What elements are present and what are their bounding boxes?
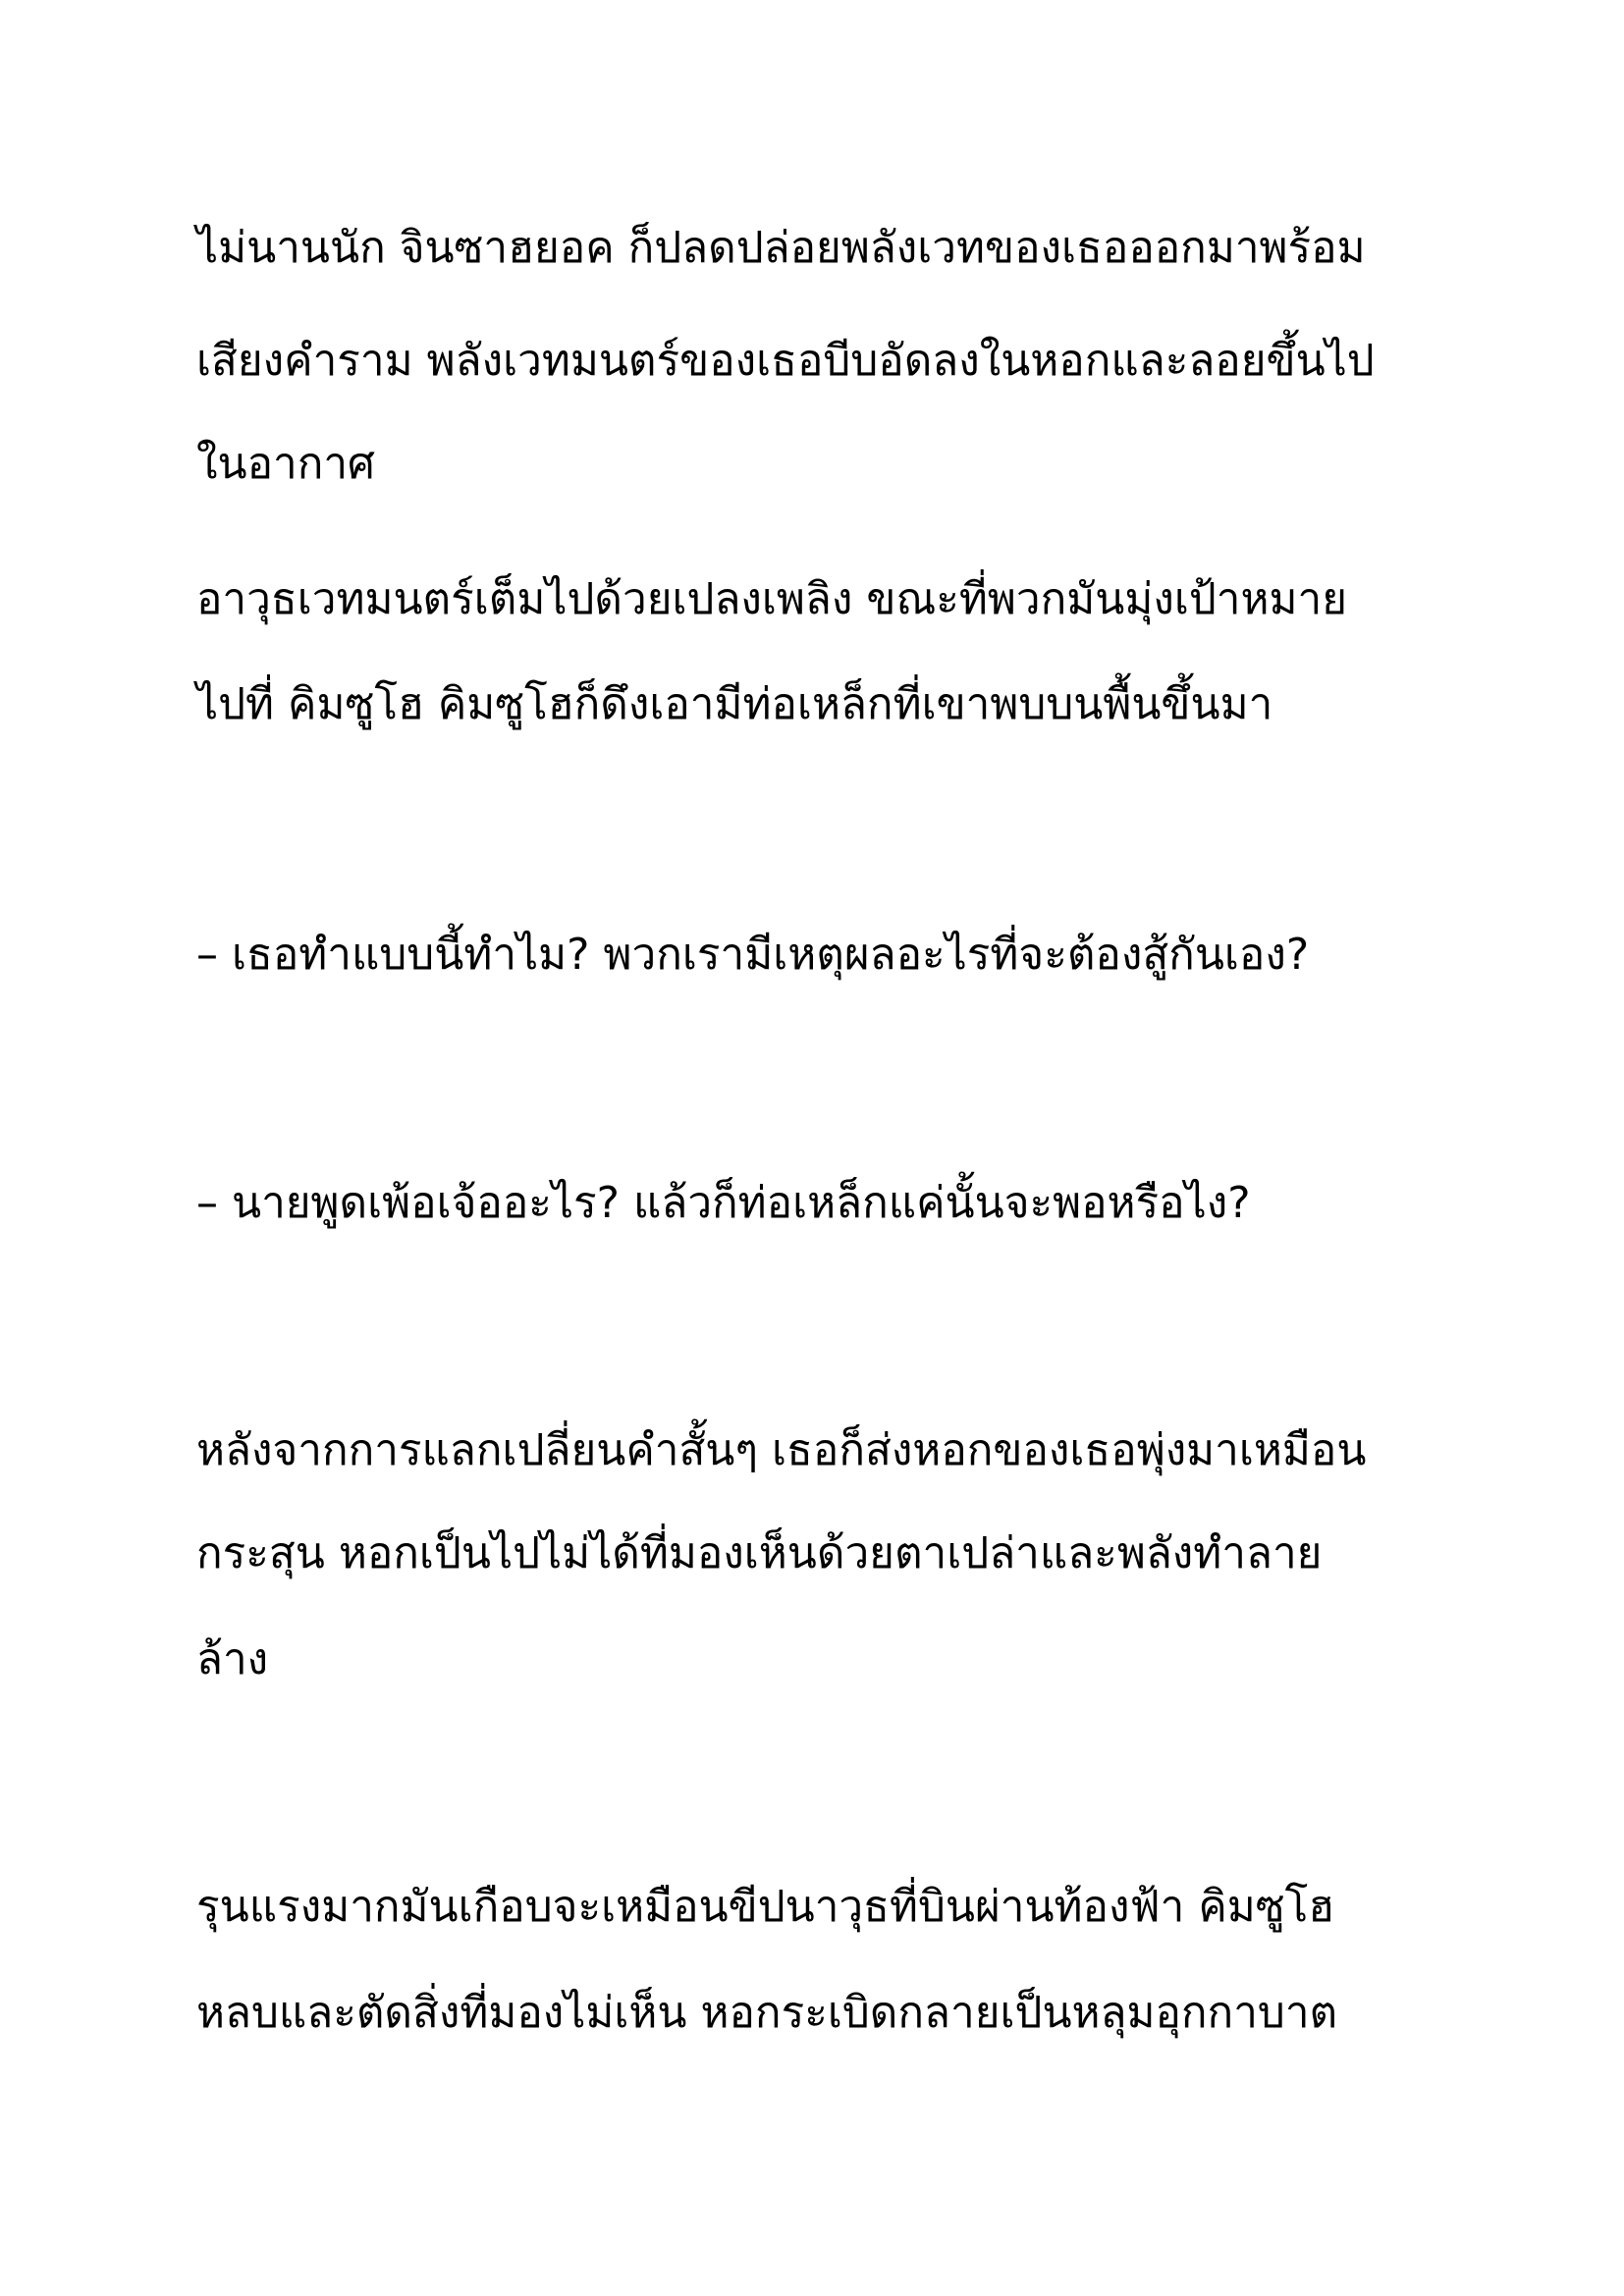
dialogue-line-1: – เธอทำแบบนี้ทำไม? พวกเรามีเหตุผลอะไรที่จะต้องสู้กันเอง?: [196, 930, 1310, 980]
paragraph-6-line-2: หลบและตัดสิ่งที่มองไม่เห็น หอกระเบิดกลายเป็นหลุมอุกกาบาต: [196, 1988, 1338, 2038]
paragraph-5-line-1: หลังจากการแลกเปลี่ยนคำสั้นๆ เธอก็ส่งหอกของเธอพุ่งมาเหมือน: [196, 1425, 1367, 1475]
paragraph-2-line-2: ไปที่ คิมซูโฮ คิมซูโฮก็ดึงเอามีท่อเหล็กที่เขาพบบนพื้นขึ้นมา: [196, 679, 1273, 729]
paragraph-6-line-1: รุนแรงมากมันเกือบจะเหมือนขีปนาวุธที่บินผ่านท้องฟ้า คิมซูโฮ: [196, 1882, 1335, 1932]
paragraph-1-line-2: เสียงคำราม พลังเวทมนตร์ของเธอบีบอัดลงในหอกและลอยขึ้นไป: [196, 336, 1375, 386]
paragraph-5-line-3: ล้าง: [196, 1634, 269, 1684]
dialogue-line-2: – นายพูดเพ้อเจ้ออะไร? แล้วก็ท่อเหล็กแค่นั้นจะพอหรือไง?: [196, 1178, 1251, 1228]
paragraph-1-line-1: ไม่นานนัก จินซาฮยอค ก็ปลดปล่อยพลังเวทของเธอออกมาพร้อม: [196, 223, 1366, 273]
paragraph-1-line-3: ในอากาศ: [196, 439, 375, 489]
paragraph-5-line-2: กระสุน หอกเป็นไปไม่ได้ที่มองเห็นด้วยตาเปล่าและพลังทำลาย: [196, 1528, 1323, 1578]
paragraph-2-line-1: อาวุธเวทมนตร์เต็มไปด้วยเปลงเพลิง ขณะที่พวกมันมุ่งเป้าหมาย: [196, 574, 1347, 624]
